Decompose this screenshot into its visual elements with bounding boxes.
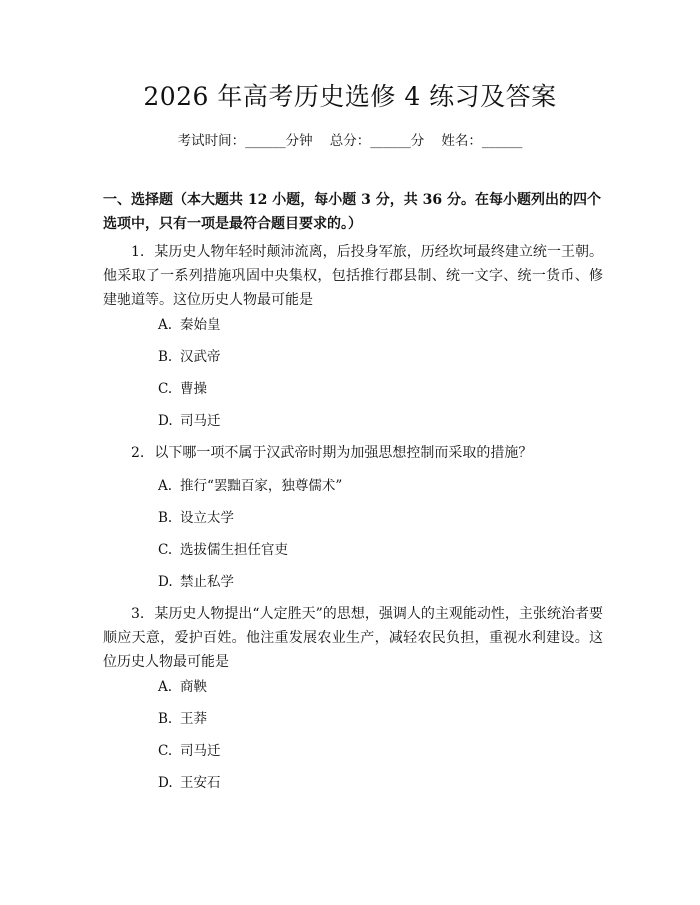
option-letter: A. <box>158 478 173 494</box>
option-text: 推行“罢黜百家，独尊儒术” <box>180 478 343 494</box>
option-letter: B. <box>158 349 173 365</box>
question-text: 以下哪一项不属于汉武帝时期为加强思想控制而采取的措施？ <box>154 445 533 461</box>
question-number: 1. <box>131 244 145 260</box>
question-text: 某历史人物年轻时颠沛流离，后投身军旅，历经坎坷最终建立统一王朝。他采取了一系列措施巩固中央集权，包括推行郡县制、统一文字、统一货币、修建驰道等。这位历史人物最可能是 <box>103 244 603 308</box>
option-letter: A. <box>158 679 173 695</box>
option-1a[interactable] <box>158 314 221 336</box>
option-3d[interactable] <box>158 772 221 794</box>
option-text: 王莽 <box>180 711 207 727</box>
option-text: 设立太学 <box>180 510 234 526</box>
option-text: 秦始皇 <box>180 317 221 333</box>
option-letter: B. <box>158 510 173 526</box>
option-text: 选拔儒生担任官吏 <box>180 542 288 558</box>
option-text: 王安石 <box>180 775 221 791</box>
option-3b[interactable] <box>158 708 207 730</box>
question-number: 3. <box>131 606 145 622</box>
question-text: 某历史人物提出“人定胜天”的思想，强调人的主观能动性，主张统治者要顺应天意，爱护百姓。他注重发展农业生产，减轻农民负担，重视水利建设。这位历史人物最可能是 <box>103 606 603 670</box>
option-text: 司马迁 <box>180 743 221 759</box>
question-number: 2. <box>131 445 145 461</box>
option-letter: D. <box>158 413 173 429</box>
option-letter: D. <box>158 574 173 590</box>
option-2b[interactable] <box>158 507 234 529</box>
option-letter: C. <box>158 743 173 759</box>
option-letter: D. <box>158 775 173 791</box>
option-letter: C. <box>158 381 173 397</box>
option-letter: A. <box>158 317 173 333</box>
exam-info-line: 考试时间：______分钟 总分：______分 姓名：______ <box>177 133 523 149</box>
option-text: 商鞅 <box>180 679 207 695</box>
option-text: 禁止私学 <box>180 574 234 590</box>
question-3 <box>103 602 603 674</box>
option-2d[interactable] <box>158 571 234 593</box>
option-1b[interactable] <box>158 346 221 368</box>
option-1c[interactable] <box>158 378 207 400</box>
section-heading: 一、选择题（本大题共 12 小题，每小题 3 分，共 36 分。在每小题列出的四个选项中，只有一项是最符合题目要求的。） <box>103 192 601 232</box>
option-1d[interactable] <box>158 410 221 432</box>
question-1 <box>103 240 603 312</box>
option-text: 曹操 <box>180 381 207 397</box>
option-2c[interactable] <box>158 539 288 561</box>
option-text: 汉武帝 <box>180 349 221 365</box>
page-title: 2026 年高考历史选修 4 练习及答案 <box>143 82 557 111</box>
option-letter: B. <box>158 711 173 727</box>
question-2 <box>103 441 603 465</box>
option-letter: C. <box>158 542 173 558</box>
option-3a[interactable] <box>158 676 207 698</box>
option-3c[interactable] <box>158 740 221 762</box>
option-text: 司马迁 <box>180 413 221 429</box>
option-2a[interactable] <box>158 475 342 497</box>
